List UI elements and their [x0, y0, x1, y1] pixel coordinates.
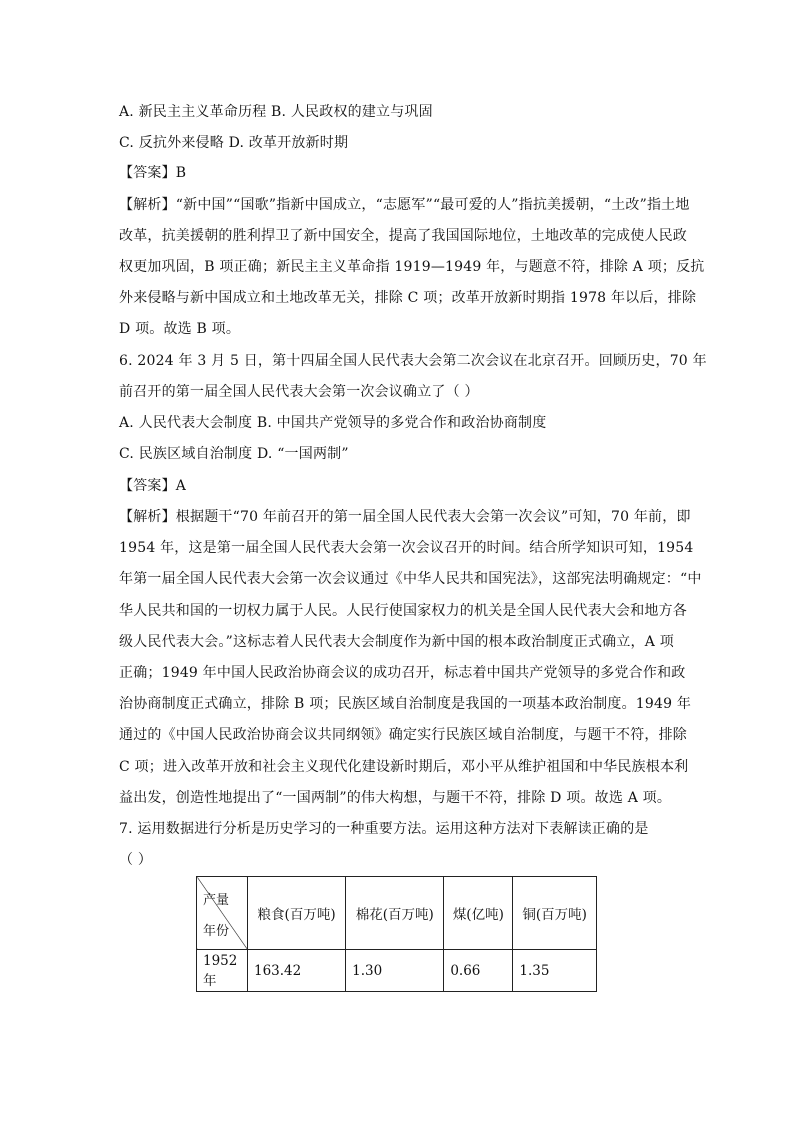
table-row	[197, 950, 597, 992]
row-year: 1952 年	[197, 950, 248, 992]
q5-analysis-line-5: D 项。故选 B 项。	[119, 321, 241, 337]
corner-label-output: 产量	[203, 893, 230, 908]
cell-copper: 1.35	[513, 950, 597, 992]
q5-analysis-line-2: 改革，抗美援朝的胜利捍卫了新中国安全，提高了我国国际地位，土地改革的完成使人民政	[119, 228, 687, 244]
q7-stem-line-2: （ ）	[119, 852, 153, 868]
q7-stem-line-1: 7. 运用数据进行分析是历史学习的一种重要方法。运用这种方法对下表解读正确的是	[119, 821, 649, 837]
table-corner-cell	[197, 877, 248, 950]
q6-stem-line-1: 6. 2024 年 3 月 5 日，第十四届全国人民代表大会第二次会议在北京召开。回顾历史，70 年	[119, 353, 707, 369]
q6-options-cd: C. 民族区域自治制度 D. “一国两制”	[119, 446, 349, 462]
q6-analysis-line-6: 正确；1949 年中国人民政治协商会议的成功召开，标志着中国共产党领导的多党合作和政	[119, 665, 686, 681]
cell-cotton: 1.30	[346, 950, 444, 992]
cell-grain: 163.42	[248, 950, 346, 992]
q6-options-ab: A. 人民代表大会制度 B. 中国共产党领导的多党合作和政治协商制度	[119, 415, 547, 431]
corner-label-year: 年份	[203, 924, 230, 939]
q5-answer: 【答案】B	[119, 165, 187, 181]
q6-analysis-line-5: 级人民代表大会。”这标志着人民代表大会制度作为新中国的根本政治制度正式确立，A 项	[119, 634, 674, 650]
header-cotton: 棉花(百万吨)	[346, 877, 444, 950]
q6-answer: 【答案】A	[119, 478, 187, 494]
q5-analysis-line-3: 权更加巩固，B 项正确；新民主主义革命指 1919—1949 年，与题意不符，排除 A 项；反抗	[119, 259, 705, 275]
q5-analysis-line-1: 【解析】“新中国”“国歌”指新中国成立，“志愿军”“最可爱的人”指抗美援朝，“土改”指土地	[119, 197, 690, 213]
q6-analysis-line-10: 益出发，创造性地提出了“一国两制”的伟大构想，与题干不符，排除 D 项。故选 A 项。	[119, 790, 672, 806]
table-header-row	[197, 877, 597, 950]
q6-stem-line-2: 前召开的第一届全国人民代表大会第一次会议确立了（ ）	[119, 384, 479, 400]
q6-analysis-line-7: 治协商制度正式确立，排除 B 项；民族区域自治制度是我国的一项基本政治制度。1949 年	[119, 696, 692, 712]
q6-analysis-line-8: 通过的《中国人民政治协商会议共同纲领》确定实行民族区域自治制度，与题干不符，排除	[119, 727, 687, 743]
q6-analysis-line-9: C 项；进入改革开放和社会主义现代化建设新时期后，邓小平从维护祖国和中华民族根本利	[119, 759, 689, 775]
q5-analysis-line-4: 外来侵略与新中国成立和土地改革无关，排除 C 项；改革开放新时期指 1978 年以后，排除	[119, 290, 697, 306]
q5-options-ab: A. 新民主主义革命历程 B. 人民政权的建立与巩固	[119, 104, 433, 120]
header-grain: 粮食(百万吨)	[248, 877, 346, 950]
header-copper: 铜(百万吨)	[513, 877, 597, 950]
q6-analysis-line-1: 【解析】根据题干“70 年前召开的第一届全国人民代表大会第一次会议”可知，70 年前，即	[119, 509, 691, 525]
q5-options-cd: C. 反抗外来侵略 D. 改革开放新时期	[119, 135, 349, 151]
q6-analysis-line-4: 华人民共和国的一切权力属于人民。人民行使国家权力的机关是全国人民代表大会和地方各	[119, 603, 687, 619]
production-table	[196, 876, 597, 992]
cell-coal: 0.66	[444, 950, 513, 992]
q6-analysis-line-3: 年第一届全国人民代表大会第一次会议通过《中华人民共和国宪法》，这部宪法明确规定：“中	[119, 571, 702, 587]
q6-analysis-line-2: 1954 年，这是第一届全国人民代表大会第一次会议召开的时间。结合所学知识可知，1954	[119, 540, 694, 556]
header-coal: 煤(亿吨)	[444, 877, 513, 950]
